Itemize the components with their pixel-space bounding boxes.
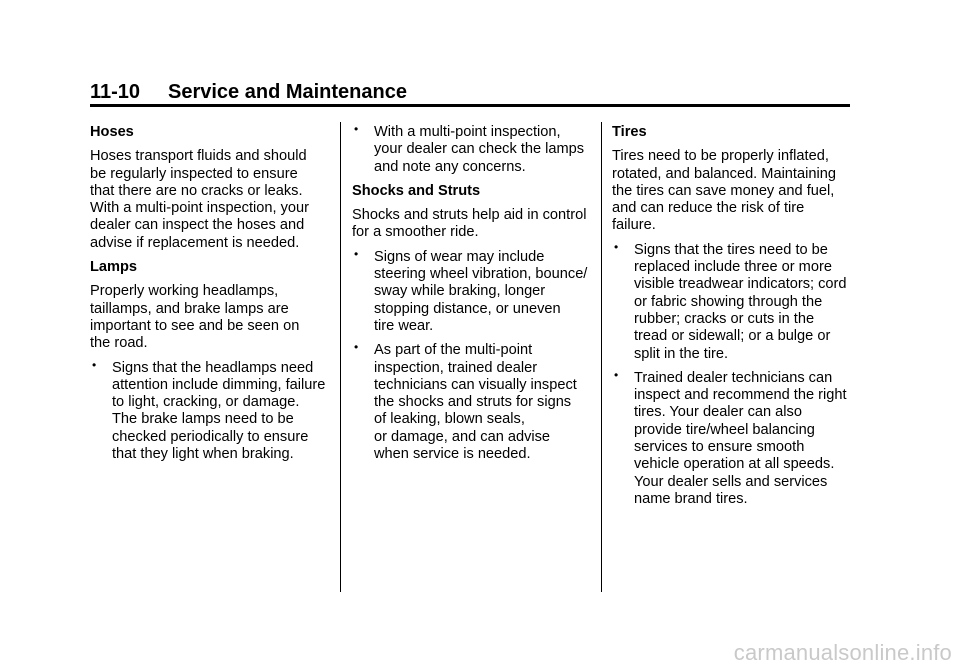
bullet-icon: • bbox=[354, 246, 359, 261]
text-line: replaced include three or more bbox=[634, 259, 832, 276]
text-line: rotated, and balanced. Maintaining bbox=[612, 165, 836, 182]
text-line: the shocks and struts for signs bbox=[374, 394, 572, 411]
text-line: Hoses transport fluids and should bbox=[90, 148, 307, 165]
text-line: and note any concerns. bbox=[374, 158, 526, 175]
text-line: Signs that the headlamps need bbox=[112, 359, 314, 376]
page-header bbox=[90, 80, 407, 104]
header-rule bbox=[90, 104, 850, 107]
text-line: With a multi-point inspection, your bbox=[90, 200, 309, 217]
bullet-icon: • bbox=[354, 340, 359, 355]
column-divider-1 bbox=[340, 122, 341, 592]
text-line: inspect and recommend the right bbox=[634, 387, 847, 404]
text-line: dealer can inspect the hoses and bbox=[90, 217, 305, 234]
text-line: split in the tire. bbox=[634, 345, 729, 362]
text-line: the road. bbox=[90, 335, 148, 352]
column-3 bbox=[612, 124, 857, 515]
text-line: visible treadwear indicators; cord bbox=[634, 276, 847, 293]
text-line: sway while braking, longer bbox=[374, 283, 546, 300]
text-line: With a multi-point inspection, bbox=[374, 124, 561, 140]
text-line: steering wheel vibration, bounce/ bbox=[374, 266, 588, 283]
text-line: Signs that the tires need to be bbox=[634, 241, 828, 258]
page-number: 11-10 bbox=[90, 81, 141, 103]
text-line: when service is needed. bbox=[374, 446, 531, 463]
text-line: taillamps, and brake lamps are bbox=[90, 300, 289, 317]
bullet-icon: • bbox=[92, 357, 97, 372]
text-line: stopping distance, or uneven bbox=[374, 300, 561, 317]
column-2 bbox=[352, 124, 597, 470]
text-line: inspection, trained dealer bbox=[374, 359, 538, 376]
text-line: advise if replacement is needed. bbox=[90, 234, 300, 251]
text-line: attention include dimming, failure bbox=[112, 376, 326, 393]
column-divider-2 bbox=[601, 122, 602, 592]
shocks-paragraph bbox=[352, 207, 597, 242]
text-line: of leaking, blown seals, bbox=[374, 411, 525, 428]
bullet-icon: • bbox=[614, 239, 619, 254]
text-line: and can reduce the risk of tire bbox=[612, 200, 805, 217]
text-line: or damage, and can advise bbox=[374, 428, 551, 445]
text-line: tread or sidewall; or a bulge or bbox=[634, 328, 831, 345]
text-line: vehicle operation at all speeds. bbox=[634, 456, 835, 473]
column-1 bbox=[90, 124, 335, 470]
shocks-heading: Shocks and Struts bbox=[352, 182, 481, 199]
text-line: technicians can visually inspect bbox=[374, 376, 577, 393]
text-line: tire wear. bbox=[374, 317, 434, 334]
text-line: failure. bbox=[612, 217, 656, 234]
text-line: for a smoother ride. bbox=[352, 224, 479, 241]
hoses-paragraph bbox=[90, 148, 335, 252]
text-line: Signs of wear may include bbox=[374, 248, 545, 265]
text-line: Your dealer sells and services bbox=[634, 473, 828, 490]
text-line: services to ensure smooth bbox=[634, 439, 805, 456]
text-line: that there are no cracks or leaks. bbox=[90, 182, 303, 199]
section-title: Service and Maintenance bbox=[168, 81, 407, 103]
watermark: carmanualsonline.info bbox=[733, 640, 952, 665]
text-line: your dealer can check the lamps bbox=[374, 141, 585, 158]
text-line: to light, cracking, or damage. bbox=[112, 394, 300, 411]
text-line: tires. Your dealer can also bbox=[634, 404, 802, 421]
hoses-heading: Hoses bbox=[90, 124, 134, 140]
lamps-paragraph bbox=[90, 283, 335, 352]
text-line: rubber; cracks or cuts in the bbox=[634, 310, 815, 327]
tires-paragraph bbox=[612, 148, 857, 234]
bullet-icon: • bbox=[354, 122, 359, 136]
text-line: As part of the multi-point bbox=[374, 342, 533, 359]
text-line: name brand tires. bbox=[634, 490, 748, 507]
text-line: the tires can save money and fuel, bbox=[612, 182, 835, 199]
list-item bbox=[612, 367, 857, 508]
text-line: Trained dealer technicians can bbox=[634, 369, 833, 386]
list-item bbox=[612, 239, 857, 363]
tires-heading: Tires bbox=[612, 124, 647, 140]
text-line: that they light when braking. bbox=[112, 446, 294, 463]
list-item bbox=[352, 246, 597, 335]
text-line: Shocks and struts help aid in control bbox=[352, 207, 587, 224]
list-item bbox=[352, 342, 597, 463]
text-line: The brake lamps need to be bbox=[112, 411, 294, 428]
text-line: checked periodically to ensure bbox=[112, 428, 309, 445]
text-line: important to see and be seen on bbox=[90, 317, 300, 334]
text-line: Tires need to be properly inflated, bbox=[612, 148, 829, 165]
text-line: or fabric showing through the bbox=[634, 293, 823, 310]
lamps-heading: Lamps bbox=[90, 259, 138, 276]
text-line: provide tire/wheel balancing bbox=[634, 421, 815, 438]
text-line: be regularly inspected to ensure bbox=[90, 165, 298, 182]
text-line: Properly working headlamps, bbox=[90, 283, 279, 300]
list-item bbox=[352, 124, 597, 176]
bullet-icon: • bbox=[614, 367, 619, 382]
list-item bbox=[90, 357, 335, 464]
